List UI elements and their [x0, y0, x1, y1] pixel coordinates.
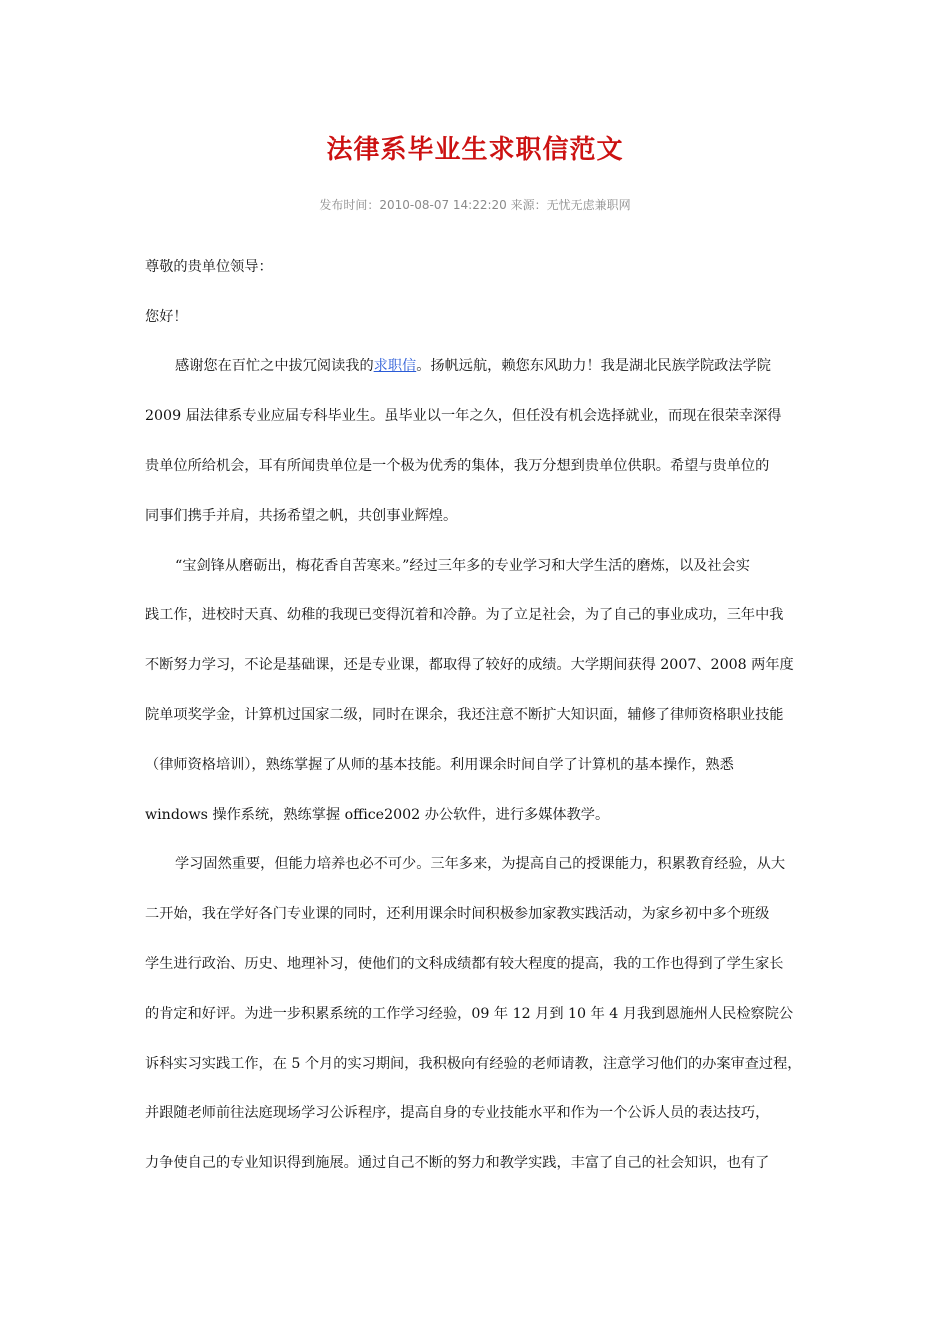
article-title: 法律系毕业生求职信范文	[326, 135, 624, 165]
paragraph-2-line-2: 践工作，进校时天真、幼稚的我现已变得沉着和冷静。为了立足社会，为了自己的事业成功，三年中我	[145, 607, 784, 623]
greeting: 尊敬的贵单位领导：	[145, 259, 273, 275]
paragraph-1-line-2: 2009 届法律系专业应届专科毕业生。虽毕业以一年之久，但任没有机会选择就业，而现在很荣幸深得	[145, 408, 782, 424]
paragraph-3-line-4: 的肯定和好评。为进一步积累系统的工作学习经验，09 年 12 月到 10 年 4 月我到恩施州人民检察院公	[145, 1006, 794, 1022]
article-meta: 发布时间：2010-08-07 14:22:20 来源：无忧无虑兼职网	[319, 198, 631, 212]
paragraph-3-line-3: 学生进行政治、历史、地理补习，使他们的文科成绩都有较大程度的提高，我的工作也得到了学生家长	[145, 956, 784, 972]
paragraph-2-line-5: （律师资格培训），熟练掌握了从师的基本技能。利用课余时间自学了计算机的基本操作，熟悉	[145, 757, 734, 773]
paragraph-2-line-4: 院单项奖学金，计算机过国家二级，同时在课余，我还注意不断扩大知识面，辅修了律师资格职业技能	[145, 707, 784, 723]
job-letter-link[interactable]: 求职信	[373, 358, 417, 374]
paragraph-1-line-1	[175, 355, 815, 377]
paragraph-2-line-6: windows 操作系统，熟练掌握 office2002 办公软件，进行多媒体教学。	[145, 807, 610, 823]
paragraph-3-line-7: 力争使自己的专业知识得到施展。通过自己不断的努力和教学实践，丰富了自己的社会知识，也有了	[145, 1155, 770, 1171]
paragraph-1-text-before-link: 感谢您在百忙之中拔冗阅读我的	[175, 358, 374, 374]
paragraph-3-line-6: 并跟随老师前往法庭现场学习公诉程序，提高自身的专业技能水平和作为一个公诉人员的表达技巧，	[145, 1105, 770, 1121]
paragraph-2-line-3: 不断努力学习，不论是基础课，还是专业课，都取得了较好的成绩。大学期间获得 2007、2008 两年度	[145, 657, 794, 673]
salutation: 您好！	[145, 309, 188, 325]
paragraph-1-text-after-link: 。扬帆远航，赖您东风助力！我是湖北民族学院政法学院	[416, 358, 771, 374]
paragraph-1-line-3: 贵单位所给机会，耳有所闻贵单位是一个极为优秀的集体，我万分想到贵单位供职。希望与贵单位的	[145, 458, 770, 474]
paragraph-1-line-4: 同事们携手并肩，共扬希望之帆，共创事业辉煌。	[145, 508, 458, 524]
paragraph-3-line-1: 学习固然重要，但能力培养也必不可少。三年多来，为提高自己的授课能力，积累教育经验，从大	[175, 856, 786, 872]
paragraph-3-line-5: 诉科实习实践工作，在 5 个月的实习期间，我积极向有经验的老师请教，注意学习他们的办案审查过程，	[145, 1056, 802, 1072]
paragraph-3-line-2: 二开始，我在学好各门专业课的同时，还利用课余时间积极参加家教实践活动，为家乡初中多个班级	[145, 906, 770, 922]
paragraph-2-line-1: “宝剑锋从磨砺出，梅花香自苦寒来。”经过三年多的专业学习和大学生活的磨炼，以及社会实	[175, 558, 750, 574]
